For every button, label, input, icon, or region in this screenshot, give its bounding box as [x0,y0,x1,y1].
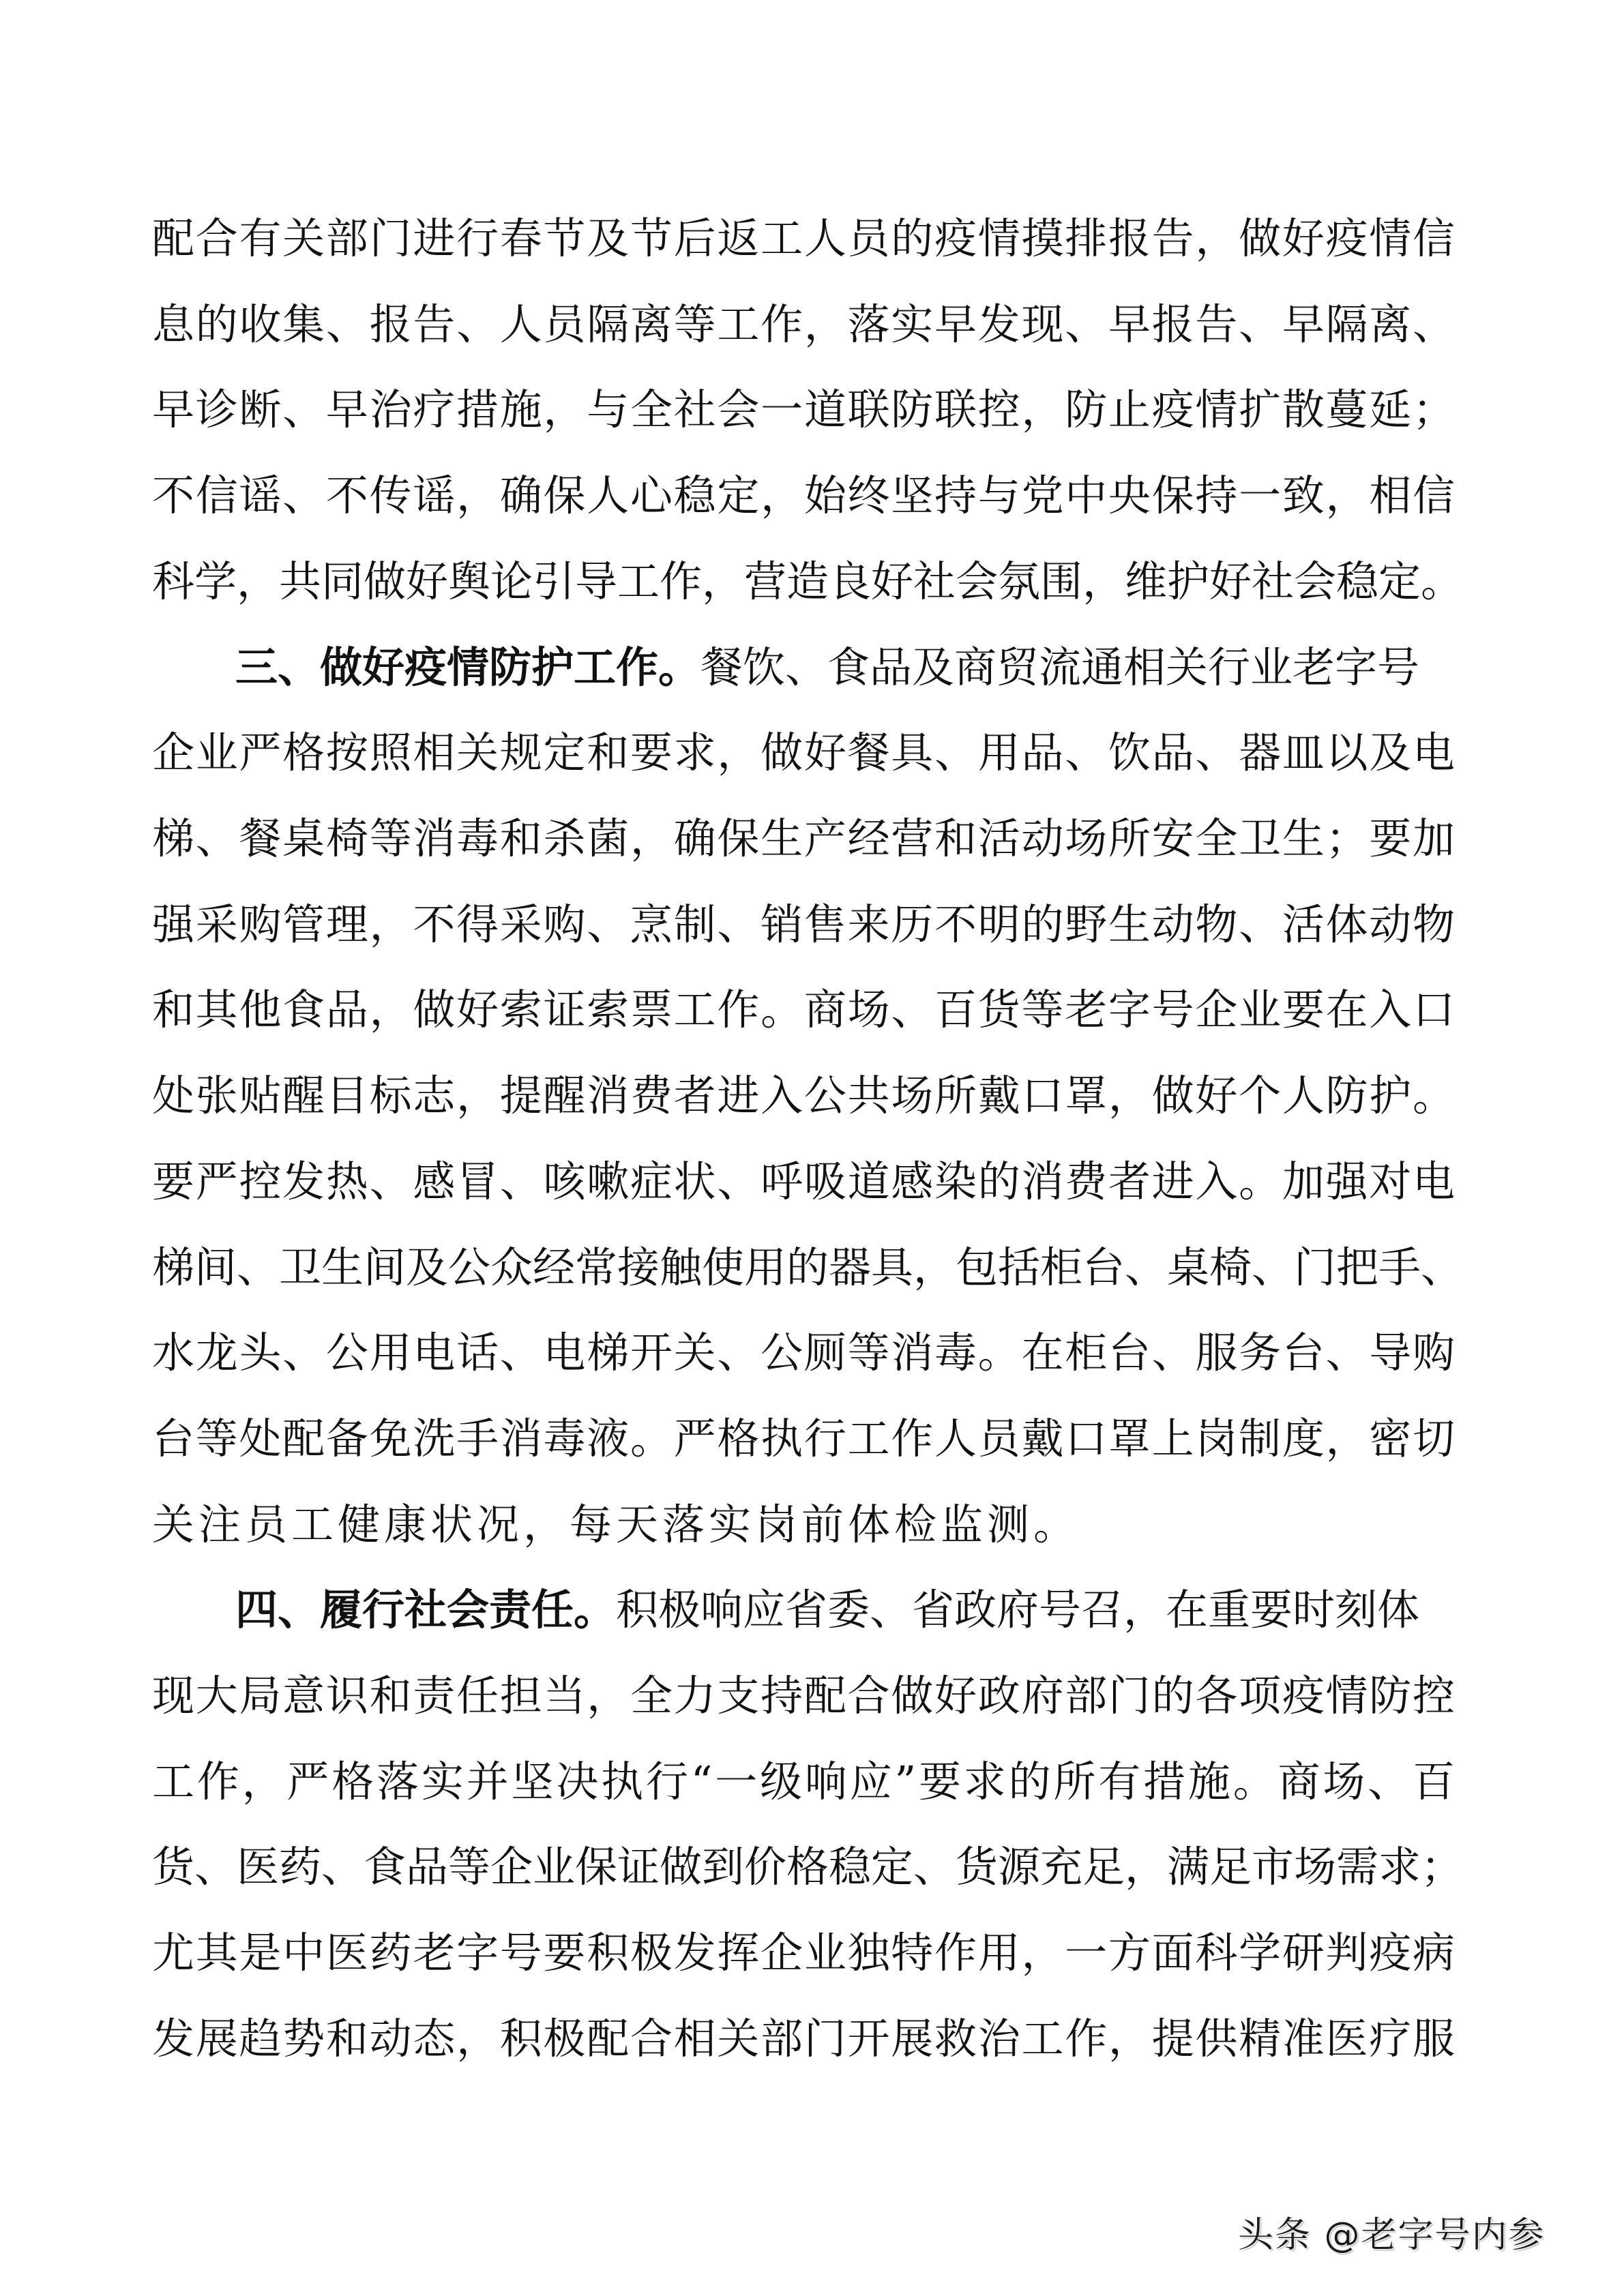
text-line: 配合有关部门进行春节及节后返工人员的疫情摸排报告，做好疫情信 [152,213,1455,263]
watermark: 头条 @老字号内参 [1238,2215,1546,2256]
text-line: 早诊断、早治疗措施，与全社会一道联防联控，防止疫情扩散蔓延； [152,385,1455,434]
text-line: 科学，共同做好舆论引导工作，营造良好社会氛围，维护好社会稳定。 [152,556,1464,606]
text-line: 处张贴醒目标志，提醒消费者进入公共场所戴口罩，做好个人防护。 [152,1071,1455,1120]
text-line: 尤其是中医药老字号要积极发挥企业独特作用，一方面科学研判疫病 [152,1928,1455,1978]
text-line: 要严控发热、感冒、咳嗽症状、呼吸道感染的消费者进入。加强对电 [152,1157,1455,1206]
text-line: 发展趋势和动态，积极配合相关部门开展救治工作，提供精准医疗服 [152,2014,1455,2063]
text-line: 关注员工健康状况，每天落实岗前体检监测。 [152,1500,1080,1549]
text-line: 企业严格按照相关规定和要求，做好餐具、用品、饮品、器皿以及电 [152,728,1455,777]
text-line: 水龙头、公用电话、电梯开关、公厕等消毒。在柜台、服务台、导购 [152,1328,1455,1377]
text-line: 梯间、卫生间及公众经常接触使用的器具，包括柜台、桌椅、门把手、 [152,1242,1464,1292]
section-3-first-line [235,637,1455,698]
text-line: 强采购管理，不得采购、烹制、销售来历不明的野生动物、活体动物 [152,899,1455,949]
text-span: 餐饮、食品及商贸流通相关行业老字号 [700,642,1420,692]
section-heading: 四、履行社会责任。 [235,1585,617,1635]
text-line: 息的收集、报告、人员隔离等工作，落实早发现、早报告、早隔离、 [152,299,1455,349]
text-line: 现大局意识和责任担当，全力支持配合做好政府部门的各项疫情防控 [152,1671,1455,1720]
section-4-first-line [235,1579,1455,1641]
text-span: 积极响应省委、省政府号召，在重要时刻体 [616,1585,1420,1635]
section-heading: 三、做好疫情防护工作。 [235,642,701,692]
text-line: 梯、餐桌椅等消毒和杀菌，确保生产经营和活动场所安全卫生；要加 [152,814,1455,863]
text-line: 工作，严格落实并坚决执行“一级响应”要求的所有措施。商场、百 [152,1757,1455,1806]
text-line: 和其他食品，做好索证索票工作。商场、百货等老字号企业要在入口 [152,985,1455,1034]
text-line: 台等处配备免洗手消毒液。严格执行工作人员戴口罩上岗制度，密切 [152,1414,1455,1463]
text-line: 不信谣、不传谣，确保人心稳定，始终坚持与党中央保持一致，相信 [152,471,1455,520]
text-line: 货、医药、食品等企业保证做到价格稳定、货源充足，满足市场需求； [152,1842,1464,1892]
